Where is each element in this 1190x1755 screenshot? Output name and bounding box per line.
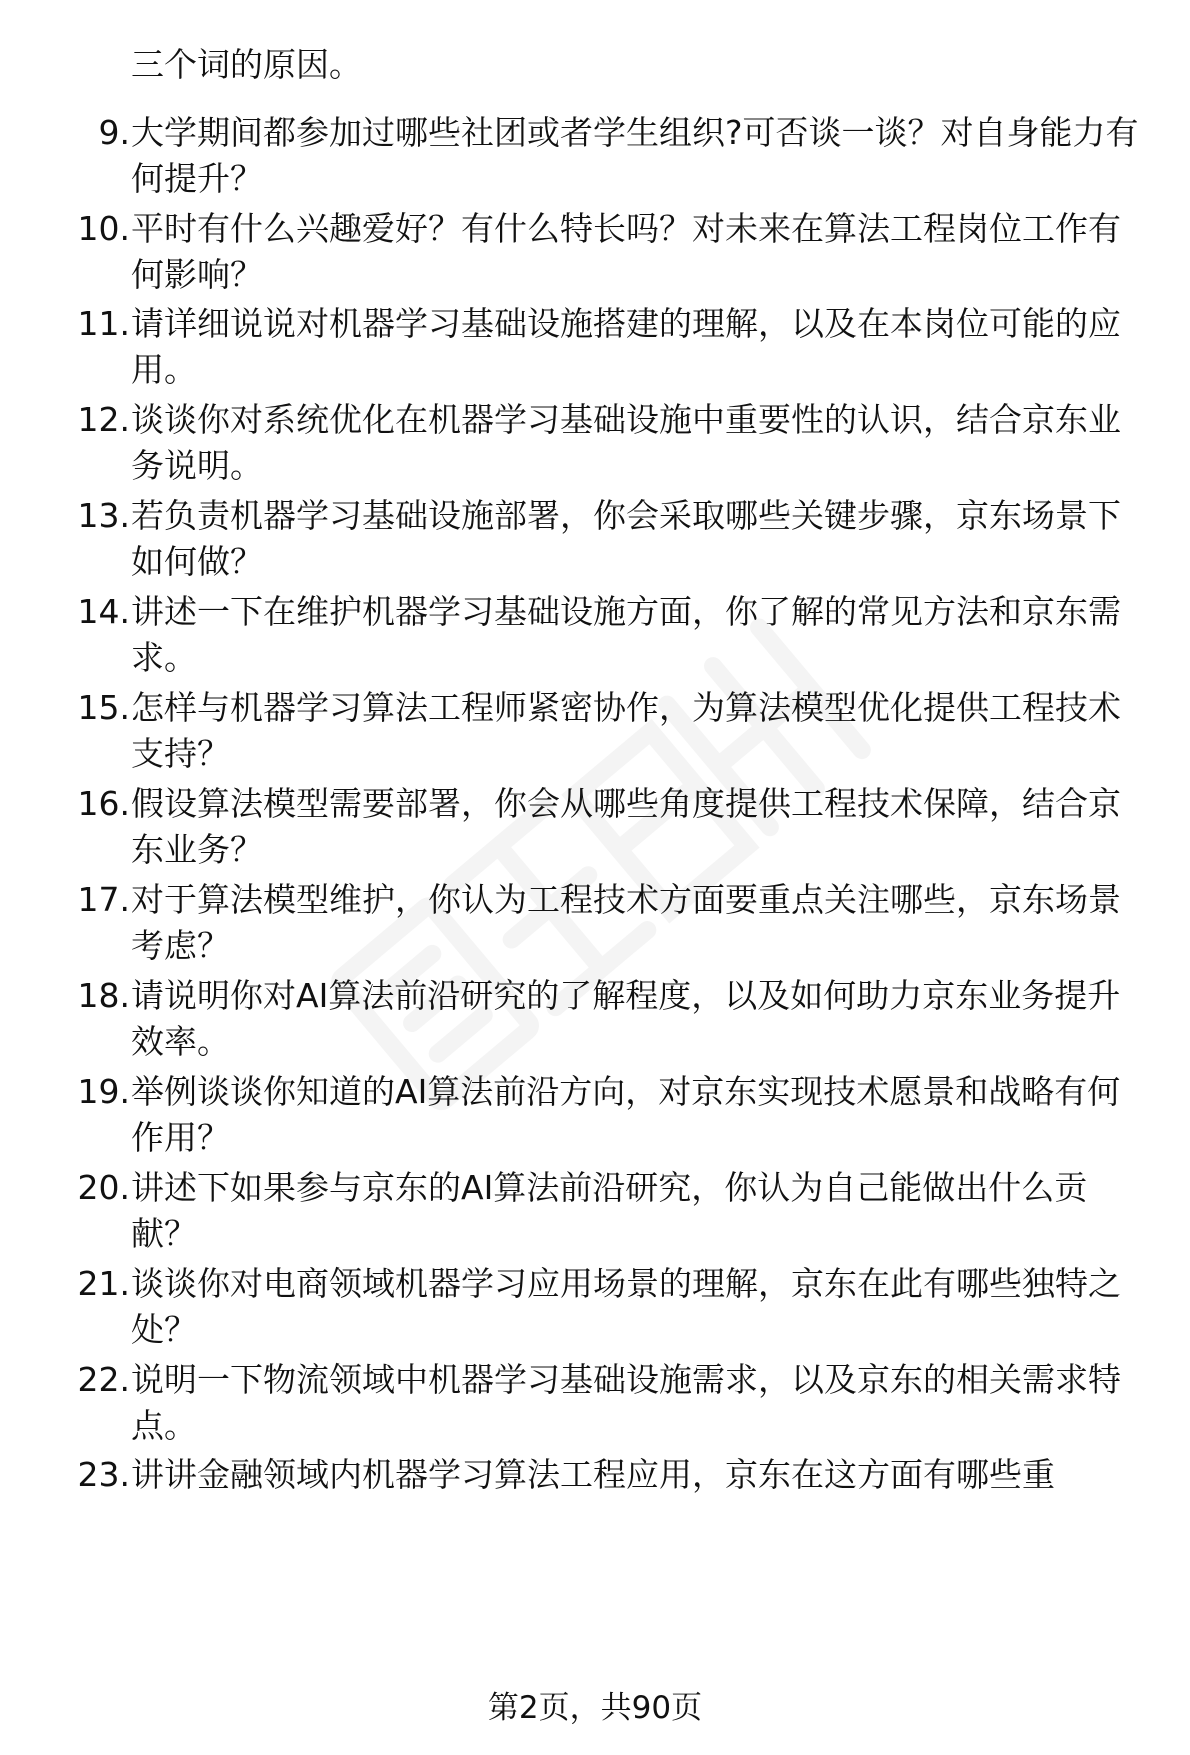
item-number: 13. [77, 496, 130, 535]
item-text: 谈谈你对系统优化在机器学习基础设施中重要性的认识，结合京东业务说明。 [131, 400, 1121, 485]
page-number-footer: 第2页，共90页 [487, 1690, 703, 1726]
item-text: 大学期间都参加过哪些社团或者学生组织?可否谈一谈？对自身能力有何提升？ [131, 113, 1139, 198]
item-text: 举例谈谈你知道的AI算法前沿方向，对京东实现技术愿景和战略有何作用？ [131, 1072, 1121, 1157]
item-number: 21. [77, 1264, 130, 1303]
item-number: 17. [77, 880, 130, 919]
item-text: 对于算法模型维护，你认为工程技术方面要重点关注哪些，京东场景考虑？ [131, 880, 1121, 965]
item-number: 15. [77, 688, 130, 727]
item-number: 9. [98, 113, 130, 152]
item-text: 请详细说说对机器学习基础设施搭建的理解，以及在本岗位可能的应用。 [131, 304, 1121, 389]
continuation-text: 三个词的原因。 [131, 45, 362, 84]
item-text: 讲讲金融领域内机器学习算法工程应用，京东在这方面有哪些重 [131, 1455, 1055, 1494]
item-text: 假设算法模型需要部署，你会从哪些角度提供工程技术保障，结合京东业务？ [131, 784, 1121, 869]
item-text: 讲述一下在维护机器学习基础设施方面，你了解的常见方法和京东需求。 [131, 592, 1121, 677]
item-text: 若负责机器学习基础设施部署，你会采取哪些关键步骤，京东场景下如何做？ [131, 496, 1121, 581]
item-text: 请说明你对AI算法前沿研究的了解程度，以及如何助力京东业务提升效率。 [131, 976, 1121, 1061]
item-number: 11. [77, 304, 130, 343]
item-number: 18. [77, 976, 130, 1015]
item-number: 19. [77, 1072, 130, 1111]
item-number: 20. [77, 1168, 130, 1207]
item-number: 22. [77, 1360, 130, 1399]
item-text: 平时有什么兴趣爱好？有什么特长吗？对未来在算法工程岗位工作有何影响？ [131, 209, 1121, 294]
item-number: 14. [77, 592, 130, 631]
item-number: 10. [77, 209, 130, 248]
item-number: 16. [77, 784, 130, 823]
item-number: 12. [77, 400, 130, 439]
item-text: 谈谈你对电商领域机器学习应用场景的理解，京东在此有哪些独特之处？ [131, 1264, 1121, 1349]
item-text: 怎样与机器学习算法工程师紧密协作，为算法模型优化提供工程技术支持？ [131, 688, 1121, 773]
item-text: 说明一下物流领域中机器学习基础设施需求，以及京东的相关需求特点。 [131, 1360, 1121, 1445]
item-text: 讲述下如果参与京东的AI算法前沿研究，你认为自己能做出什么贡献？ [131, 1168, 1088, 1253]
item-number: 23. [77, 1455, 130, 1494]
